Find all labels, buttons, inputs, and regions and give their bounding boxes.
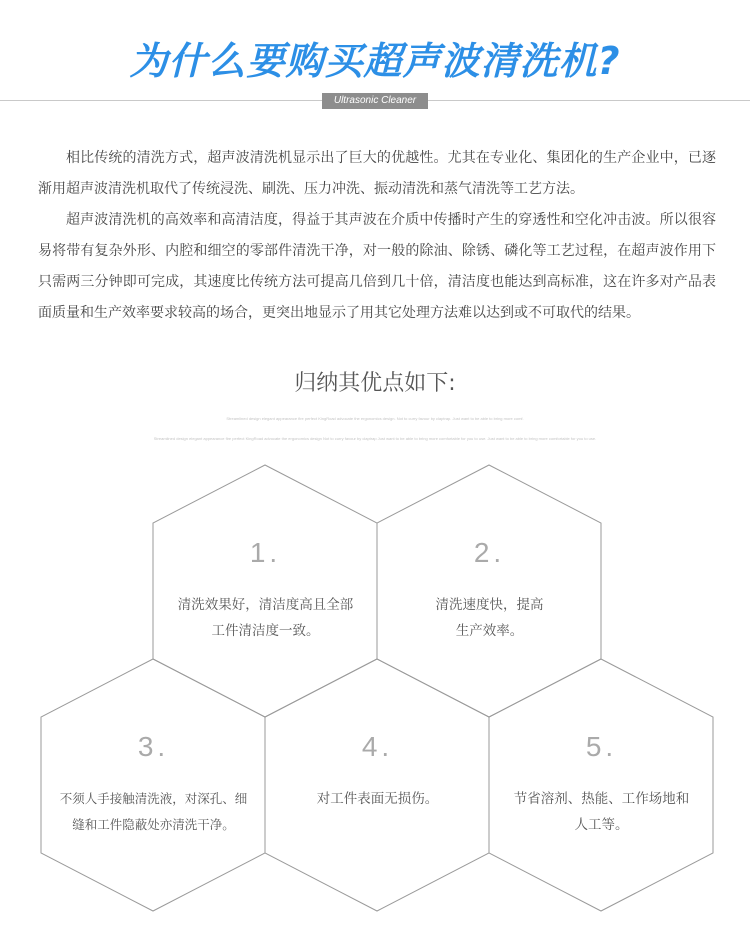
advantage-item-3 <box>41 659 266 911</box>
advantage-text: 清洗速度快，提高生产效率。 <box>435 597 544 639</box>
advantage-text: 不须人手接触清洗液，对深孔、细缝和工件隐蔽处亦清洗干净。 <box>59 791 248 832</box>
advantage-number: 5. <box>585 731 618 762</box>
fine-print-1: Streamlined design elegant appearance fire perfect KingRoad advocate the ergonomics design. Not to curry favour by claptrap. Just want to be able to bring more comf. <box>226 416 524 421</box>
page-title: 为什么要购买超声波清洗机? <box>129 39 621 83</box>
advantage-number: 2. <box>473 537 506 568</box>
advantages-heading: 归纳其优点如下: <box>294 371 456 396</box>
advantage-number: 4. <box>361 731 394 762</box>
advantage-text: 节省溶剂、热能、工作场地和人工等。 <box>513 791 690 833</box>
fine-print-2: Streamlined design elegant appearance fire perfect KingRoad advocate the ergonomics design Not to curry favour by claptrap Just want to be able to bring more comfortable for you to use. Just want to be able to bring more comfortable for you to use. <box>153 436 597 441</box>
advantage-item-5 <box>489 659 714 911</box>
advantage-number: 3. <box>137 731 170 762</box>
advantage-text: 对工件表面无损伤。 <box>316 791 439 807</box>
advantage-text: 清洗效果好，清洁度高且全部工件清洁度一致。 <box>177 597 354 639</box>
intro-paragraph-2: 超声波清洗机的高效率和高清洁度，得益于其声波在介质中传播时产生的穿透性和空化冲击波。所以很容易将带有复杂外形、内腔和细空的零部件清洗干净，对一般的除油、除锈、磷化等工艺过程，在超声波作用下只需两三分钟即可完成，其速度比传统方法可提高几倍到几十倍，清洁度也能达到高标准，这在许多对产品表面质量和生产效率要求较高的场合，更突出地显示了用其它处理方法难以达到或不可取代的结果。 <box>38 212 716 321</box>
advantage-number: 1. <box>249 537 282 568</box>
intro-paragraph-1: 相比传统的清洗方式，超声波清洗机显示出了巨大的优越性。尤其在专业化、集团化的生产企业中，已逐渐用超声波清洗机取代了传统浸洗、刷洗、压力冲洗、振动清洗和蒸气清洗等工艺方法。 <box>38 150 716 197</box>
advantage-item-4 <box>265 659 490 911</box>
ultrasonic-cleaner-badge: Ultrasonic Cleaner <box>322 93 428 109</box>
